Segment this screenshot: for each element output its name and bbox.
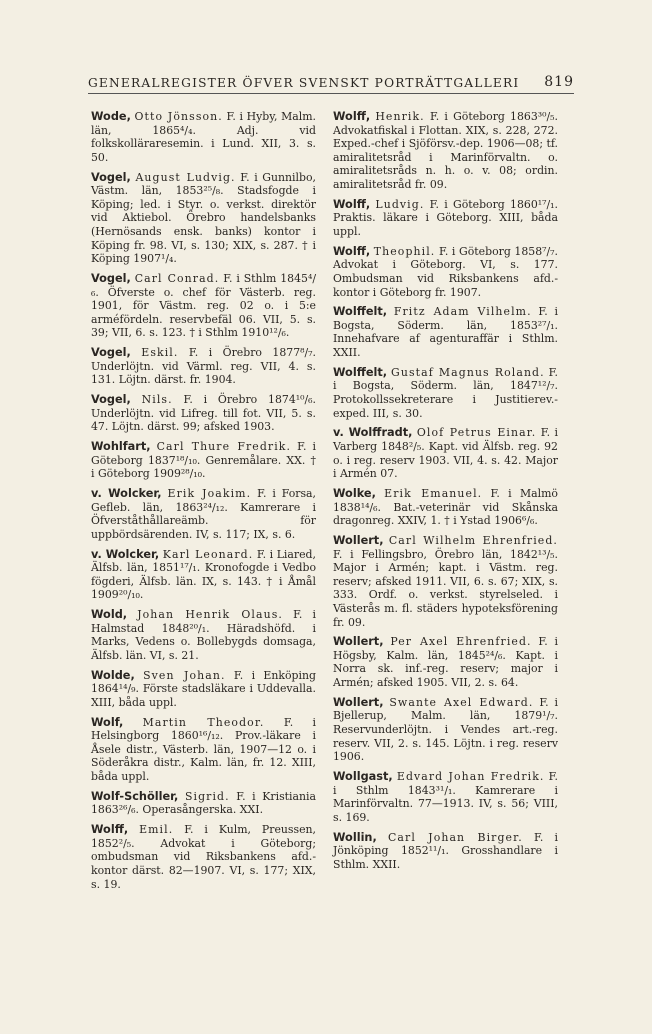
entry-surname: Wolffelt, <box>333 365 388 379</box>
register-entry <box>333 534 558 629</box>
register-entry <box>91 669 316 710</box>
entry-text: F. i Kulm, Preussen, 1852²/₅. Advokat i Göteborg; ombudsman vid Riksbankens afd.-kontor därst. 82—1907. VI, s. 177; XIX, s. 19. <box>91 823 317 891</box>
register-entry <box>91 393 316 434</box>
register-entry <box>91 790 316 817</box>
entry-given-names: Fritz Adam Vilhelm. <box>393 305 532 319</box>
entry-given-names: Theophil. <box>373 244 436 258</box>
entry-text: F. i Bjellerup, Malm. län, 1879¹/₇. Reservunderlöjtn. i Vendes art.-reg. reserv. VII, 2. s. 145. Löjtn. i reg. reserv 1906. <box>333 695 559 764</box>
entry-given-names: Martin Theodor. <box>142 715 265 729</box>
entry-surname: Wolff, <box>333 244 371 258</box>
entry-given-names: Carl Wilhelm Ehrenfried. <box>388 533 558 547</box>
left-column <box>91 110 316 897</box>
entry-text: F. i Jönköping 1852¹¹/₁. Grosshandlare i Sthlm. XXII. <box>333 830 558 871</box>
entry-given-names: August Ludvig. <box>135 170 236 184</box>
entry-surname: Wolke, <box>333 486 376 500</box>
register-entry <box>91 487 316 541</box>
register-entry <box>333 198 558 239</box>
entry-text: F. i Halmstad 1848²⁰/₁. Häradshöfd. i Marks, Vedens o. Bollebygds domsaga, Älfsb. län. VI, s. 21. <box>91 608 316 662</box>
register-entry <box>333 110 558 192</box>
entry-text: F. i Fellingsbro, Örebro län, 1842¹³/₅. Major i Armén; kapt. i Västm. reg. reserv; afsked 1911. VII, 6. s. 67; XIX, s. 333. Ordf. o. verkst. styrelseled. i Västerås m. fl. städers hypoteksförening fr. 09. <box>333 547 558 629</box>
entry-given-names: Carl Thure Fredrik. <box>156 440 292 453</box>
entry-given-names: Henrik. <box>375 110 425 123</box>
entry-surname: Wollert, <box>333 533 384 547</box>
entry-text: F. i Göteborg 1858⁷/₇. Advokat i Göteborg. VI, s. 177. Ombudsman vid Riksbankens afd.-kontor i Göteborg fr. 1907. <box>333 244 558 299</box>
entry-surname: Wolff, <box>333 197 371 211</box>
entry-given-names: Per Axel Ehrenfried. <box>390 635 532 649</box>
entry-given-names: Ludvig. <box>375 197 425 211</box>
right-column <box>333 110 558 878</box>
entry-surname: Wohlfart, <box>91 440 151 453</box>
entry-given-names: Emil. <box>139 823 174 837</box>
entry-surname: v. Wolcker, <box>91 547 160 561</box>
entry-surname: Wode, <box>91 110 131 123</box>
entry-surname: Wold, <box>91 608 128 622</box>
running-title: GENERALREGISTER ÖFVER SVENSKT PORTRÄTTGALLERI <box>88 76 520 90</box>
entry-text: F. i Liared, Älfsb. län, 1851¹⁷/₁. Kronofogde i Vedbo fögderi, Älfsb. län. IX, s. 143. † i Åmål 1909²⁰/₁₀. <box>91 547 316 602</box>
entry-given-names: Sven Johan. <box>143 668 226 682</box>
entry-text: F. i Göteborg 1837¹⁸/₁₀. Genremålare. XX. † i Göteborg 1909²⁸/₁₀. <box>91 440 317 481</box>
entry-text: F. i Varberg 1848²/₅. Kapt. vid Älfsb. reg. 92 o. i reg. reserv 1903. VII, 4. s. 42. Major i Armén 07. <box>333 426 559 481</box>
entry-given-names: Eskil. <box>141 346 179 360</box>
page-number: 819 <box>544 74 574 90</box>
entry-surname: Wollert, <box>333 695 384 709</box>
entry-surname: Wolf-Schöller, <box>91 789 179 803</box>
entry-given-names: Gustaf Magnus Roland. <box>391 365 545 379</box>
entry-surname: Vogel, <box>91 346 131 360</box>
entry-surname: Wolde, <box>91 668 135 682</box>
entry-surname: Wolf, <box>91 715 124 729</box>
entry-surname: v. Wolcker, <box>91 486 162 500</box>
entry-surname: Wolff, <box>91 823 129 837</box>
register-entry <box>91 346 316 387</box>
entry-given-names: Otto Jönsson. <box>134 110 223 123</box>
entry-text: F. i Bogsta, Söderm. län, 1847¹²/₇. Protokollssekreterare i Justitierev.-exped. III, s. 30. <box>333 365 558 420</box>
entry-surname: Wolffelt, <box>333 305 388 319</box>
entry-given-names: Johan Henrik Olaus. <box>137 608 283 622</box>
entry-text: F. i Högsby, Kalm. län, 1845²⁴/₆. Kapt. i Norra sk. inf.-reg. reserv; major i Armén; afsked 1905. VII, 2. s. 64. <box>333 635 558 690</box>
entry-text: F. i Kristiania 1863²⁶/₆. Operasångerska. XXI. <box>91 789 317 817</box>
entry-text: F. i Helsingborg 1860¹⁶/₁₂. Prov.-läkare i Åsele distr., Västerb. län, 1907—12 o. i Söderåkra distr., Kalm. län, fr. 12. XIII, båda uppl. <box>91 715 317 783</box>
register-entry <box>91 272 316 340</box>
register-entry <box>333 696 558 764</box>
entry-surname: Wollgast, <box>333 770 393 783</box>
entry-given-names: Erik Joakim. <box>167 486 252 500</box>
entry-text: F. i Hyby, Malm. län, 1865⁴/₄. Adj. vid folkskolläraresemin. i Lund. XII, 3. s. 50. <box>91 110 316 164</box>
entry-text: F. i Göteborg 1860¹⁷/₁. Praktis. läkare i Göteborg. XIII, båda uppl. <box>333 197 558 238</box>
register-entry <box>91 823 316 891</box>
register-entry <box>91 548 316 602</box>
entry-text: F. i Bogsta, Söderm. län, 1853²⁷/₁. Innehafvare af agenturaffär i Sthlm. XXII. <box>333 305 558 360</box>
entry-text: F. i Örebro 1877⁸/₇. Underlöjtn. vid Värml. reg. VII, 4. s. 131. Löjtn. därst. fr. 1904. <box>91 346 316 387</box>
register-entry <box>333 366 558 420</box>
entry-text: F. i Forsa, Gefleb. län, 1863²⁴/₁₂. Kamrerare i Öfverståthållareämb. för uppbördsärenden. IV, s. 117; IX, s. 6. <box>91 486 316 541</box>
register-entry <box>333 245 558 299</box>
register-entry <box>333 770 558 824</box>
entry-text: F. i Sthlm 1843³¹/₁. Kamrerare i Marinförvaltn. 77—1913. IV, s. 56; VIII, s. 169. <box>333 770 558 824</box>
entry-surname: Vogel, <box>91 170 131 184</box>
entry-surname: Wolff, <box>333 110 371 123</box>
entry-given-names: Sigrid. <box>184 789 230 803</box>
entry-text: F. i Göteborg 1863³⁰/₅. Advokatfiskal i Flottan. XIX, s. 228, 272. Exped.-chef i Sjöförsv.-dep. 1906—08; tf. amiralitetsråd i Marinförvaltn. o. amiralitetsråds n. h. o. v. 08; ordin. amiralitetsråd fr. 09. <box>333 110 559 191</box>
entry-given-names: Swante Axel Edward. <box>389 695 534 709</box>
entry-surname: Wollin, <box>333 830 377 844</box>
entry-given-names: Carl Johan Birger. <box>388 830 523 844</box>
register-entry <box>91 716 316 784</box>
entry-text: F. i Malmö 1838¹⁴/₆. Bat.-veterinär vid Skånska dragonreg. XXIV, 1. † i Ystad 1906⁶/₆. <box>333 486 558 528</box>
entry-given-names: Erik Emanuel. <box>384 486 483 500</box>
register-entry <box>333 487 558 528</box>
entry-surname: Wollert, <box>333 635 384 649</box>
entry-given-names: Edvard Johan Fredrik. <box>396 770 545 783</box>
entry-surname: v. Wolffradt, <box>333 426 413 440</box>
register-entry <box>333 305 558 359</box>
register-entry <box>333 831 558 872</box>
entry-text: F. i Gunnilbo, Västm. län, 1853²⁵/₈. Stadsfogde i Köping; led. i Styr. o. verkst. direktör vid Aktiebol. Örebro handelsbanks (Hernösands ensk. banks) kontor i Köping fr. 98. VI, s. 130; XIX, s. 287. † i Köping 1907¹/₄. <box>91 170 317 266</box>
entry-given-names: Carl Conrad. <box>134 271 220 285</box>
register-entry <box>333 635 558 689</box>
register-entry <box>91 171 316 266</box>
entry-given-names: Karl Leonard. <box>162 547 254 561</box>
entry-surname: Vogel, <box>91 393 131 407</box>
entry-given-names: Nils. <box>141 393 173 407</box>
page-header <box>88 76 574 94</box>
entry-given-names: Olof Petrus Einar. <box>416 426 537 440</box>
entry-surname: Vogel, <box>91 271 131 285</box>
entry-text: F. i Sthlm 1845⁴/₆. Öfverste o. chef för Västerb. reg. 1901, för Västm. reg. 02 o. i 5:e arméfördeln. reservbefäl 06. VII, 5. s. 39; VII, 6. s. 123. † i Sthlm 1910¹²/₆. <box>91 271 316 340</box>
register-entry <box>91 440 316 481</box>
register-entry <box>91 110 316 164</box>
entry-text: F. i Enköping 1864¹⁴/₉. Förste stadsläkare i Uddevalla. XIII, båda uppl. <box>91 668 316 709</box>
entry-text: F. i Örebro 1874¹⁰/₆. Underlöjtn. vid Lifreg. till fot. VII, 5. s. 47. Löjtn. därst. 99; afsked 1903. <box>91 393 316 434</box>
register-entry <box>333 426 558 480</box>
register-entry <box>91 608 316 662</box>
